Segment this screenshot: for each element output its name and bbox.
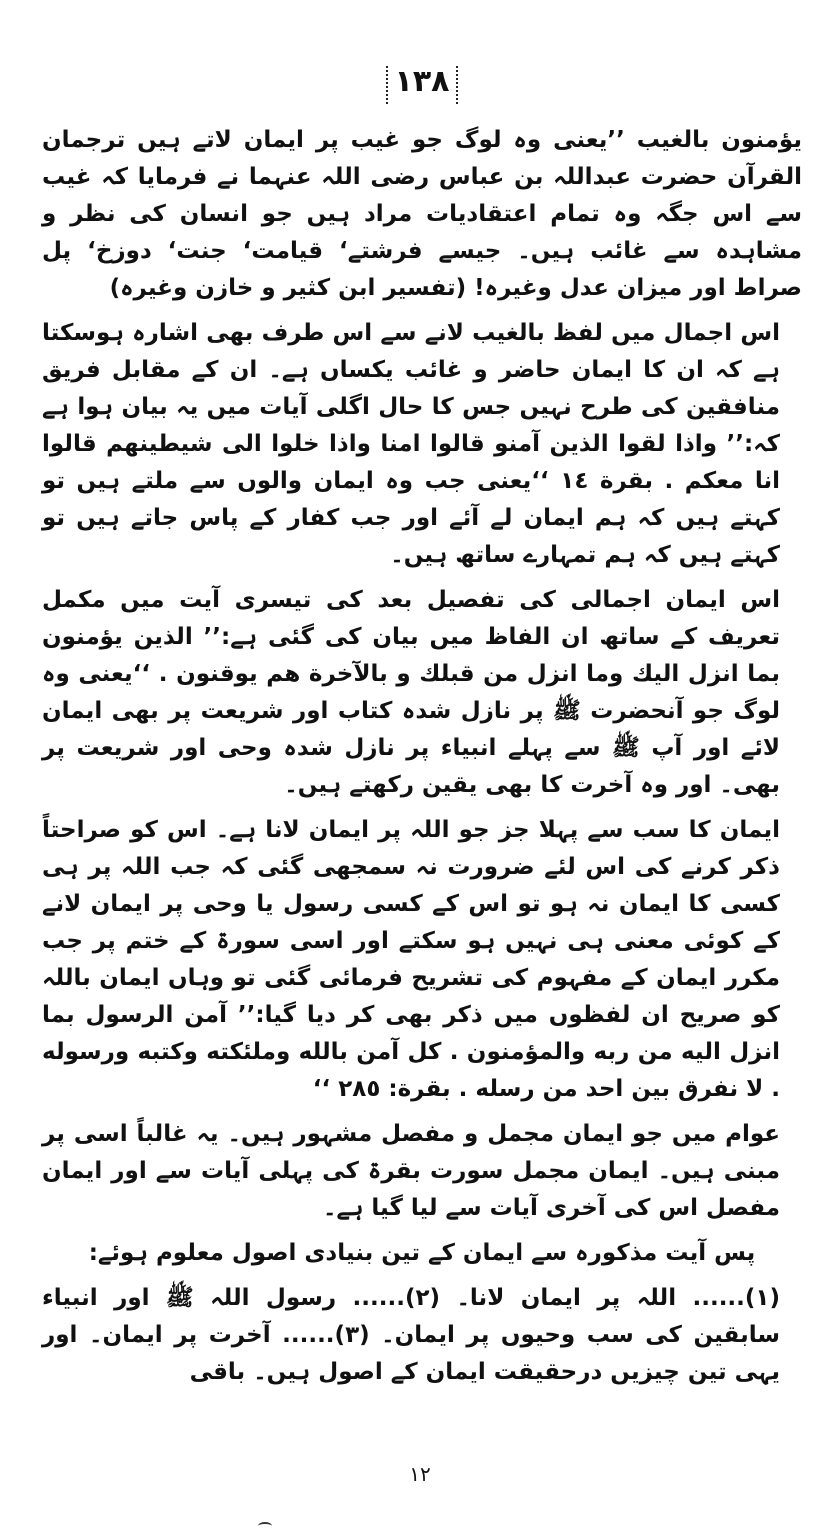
paragraph-iman-billah: ایمان کا سب سے پہلا جز جو اللہ پر ایمان لانا ہے۔ اس کو صراحتاً ذکر کرنے کی اس لئے ضرورت نہ سمجھی گئی کہ جب اللہ پر ہی کسی کا ایمان نہ ہو تو اس کے کسی رسول یا وحی پر ایمان لانے کے کوئی معنی ہی نہیں ہو سکتے اور اسی سورۃ کے ختم پر جب مکرر ایمان کے مفہوم کی تشریح فرمائی گئی تو وہاں ایمان باللہ کو صریح ان لفظوں میں ذکر بھی کر دیا گیا:’’ آمن الرسول بما انزل اليه من ربه والمؤمنون . كل آمن بالله وملئكته وكتبه ورسوله . لا نفرق بين احد من رسله . بقرة: ٢٨٥ ‘‘ (42, 817, 780, 1102)
paragraph-ghaib: يؤمنون بالغيب ’’یعنی وہ لوگ جو غیب پر ایمان لاتے ہیں ترجمان القرآن حضرت عبداللہ بن عباس رضی اللہ عنہما نے فرمایا کہ غیب سے اس جگہ وہ تمام اعتقادیات مراد ہیں جو انسان کی نظر و مشاہدہ سے غائب ہیں۔ جیسے فرشتے‘ قیامت‘ جنت‘ دوزخ‘ پل صراط اور میزان عدل وغیرہ! (تفسیر ابن کثیر و خازن وغیرہ) (42, 127, 802, 301)
paragraph-tafsil: اس ایمان اجمالی کی تفصیل بعد کی تیسری آیت میں مکمل تعریف کے ساتھ ان الفاظ میں بیان کی گئی ہے:’’ الذين يؤمنون بما انزل اليك وما انزل من قبلك و بالآخرة هم يوقنون . ‘‘یعنی وہ لوگ جو آنحضرت ﷺ پر نازل شدہ کتاب اور شریعت پر بھی ایمان لائے اور آپ ﷺ سے پہلے انبیاء پر نازل شدہ وحی اور شریعت پر بھی۔ اور وہ آخرت کا بھی یقین رکھتے ہیں۔ (42, 587, 780, 798)
body-text (42, 122, 802, 1399)
paragraph-mujmal-mufassal: عوام میں جو ایمان مجمل و مفصل مشہور ہیں۔ یہ غالباً اسی پر مبنی ہیں۔ ایمان مجمل سورت بقرۃ کی پہلی آیات سے اور ایمان مفصل اس کی آخری آیات سے لیا گیا ہے۔ (42, 1121, 780, 1221)
paragraph-usool-heading: پس آیت مذکورہ سے ایمان کے تین بنیادی اصول معلوم ہوئے: (88, 1240, 756, 1266)
header-rule-right (456, 66, 458, 104)
header-rule-left (386, 66, 388, 104)
page-number-top: ١٣٨ (394, 64, 450, 99)
paragraph-ijmal: اس اجمال میں لفظ بالغیب لانے سے اس طرف بھی اشارہ ہوسکتا ہے کہ ان کا ایمان حاضر و غائب یکساں ہے۔ ان کے مقابل فریق منافقین کی طرح نہیں جس کا حال اگلی آیات میں یہ بیان ہوا ہے کہ:’’ واذا لقوا الذين آمنو قالوا امنا واذا خلوا الى شيطينهم قالوا انا معكم . بقرة ١٤ ‘‘یعنی جب وہ ایمان والوں سے ملتے ہیں تو کہتے ہیں کہ ہم ایمان لے آئے اور جب کفار کے پاس جاتے ہیں تو کہتے ہیں کہ ہم تمہارے ساتھ ہیں۔ (42, 320, 781, 568)
page-number-bottom: ١٢ (409, 1462, 431, 1486)
page-header (0, 60, 840, 110)
paragraph-usool-list: (١)...... اللہ پر ایمان لانا۔ (٢)...... رسول اللہ ﷺ اور انبیاء سابقین کی سب وحیوں پر ایمان۔ (٣)...... آخرت پر ایمان۔ اور یہی تین چیزیں درحقیقت ایمان کے اصول ہیں۔ باقی (42, 1285, 780, 1385)
bottom-scan-mark (258, 1522, 272, 1530)
